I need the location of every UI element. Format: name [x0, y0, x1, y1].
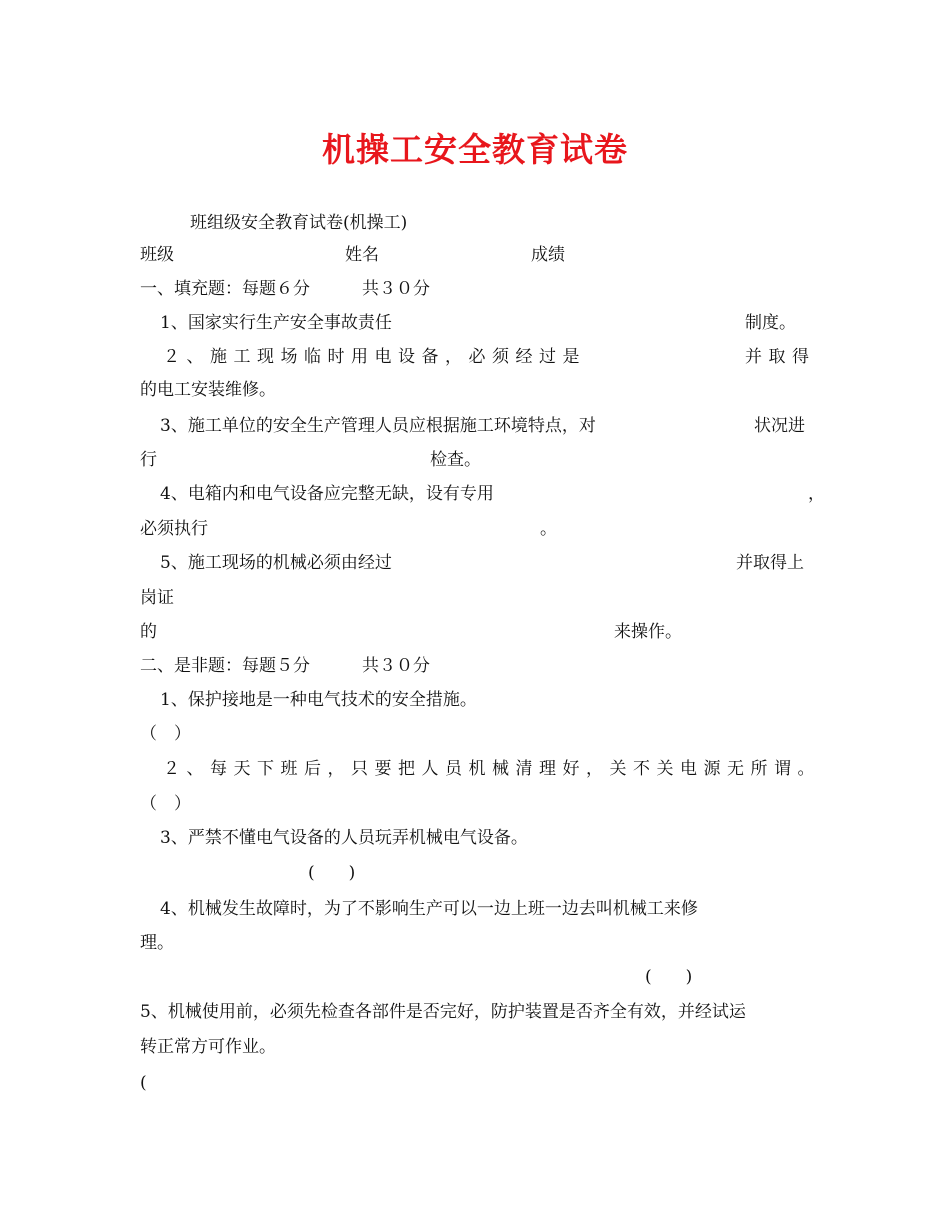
s2-q2-text: ２、每天下班后，只要把人员机械清理好，关不关电源无所谓。: [163, 759, 821, 779]
s2-q3-text: 3、严禁不懂电气设备的人员玩弄机械电气设备。: [160, 828, 528, 848]
class-label: 班级: [140, 245, 174, 265]
s1-q3-end: 状况进: [754, 416, 805, 436]
s1-q4-cont: 必须执行: [140, 519, 208, 539]
s2-q4-cont: 理。: [140, 933, 174, 953]
s1-q5-cont2: 的: [140, 622, 157, 642]
s2-q4-paren: ( ): [645, 967, 693, 987]
s1-q2-end: 并取得: [745, 347, 816, 367]
s2-q2-paren: （ ）: [140, 794, 191, 814]
s1-q2-text: ２、施工现场临时用电设备，必须经过是: [163, 347, 586, 367]
exam-subtitle: 班组级安全教育试卷(机操工): [190, 213, 408, 233]
s1-q1-end: 制度。: [745, 313, 796, 333]
s1-q1-text: 1、国家实行生产安全事故责任: [160, 313, 392, 333]
s2-q5-cont: 转正常方可作业。: [140, 1037, 276, 1057]
s1-q5-cont: 岗证: [140, 588, 174, 608]
section1-heading: 一、填充题：每题６分: [140, 279, 310, 299]
s1-q3-text: 3、施工单位的安全生产管理人员应根据施工环境特点，对: [160, 416, 596, 436]
s1-q2-cont: 的电工安装维修。: [140, 380, 276, 400]
s2-q3-paren: ( ): [308, 863, 356, 883]
s2-q4-text: 4、机械发生故障时，为了不影响生产可以一边上班一边去叫机械工来修: [160, 899, 698, 919]
section2-total: 共３０分: [362, 656, 430, 676]
s1-q4-text: 4、电箱内和电气设备应完整无缺，设有专用: [160, 484, 494, 504]
section1-total: 共３０分: [362, 279, 430, 299]
section2-heading: 二、是非题：每题５分: [140, 656, 310, 676]
s1-q3-cont: 行: [140, 450, 157, 470]
name-label: 姓名: [345, 245, 379, 265]
s2-q5-text: 5、机械使用前，必须先检查各部件是否完好，防护装置是否齐全有效，并经试运: [140, 1002, 746, 1022]
s1-q4-comma: ，: [808, 484, 825, 504]
s2-q1-text: 1、保护接地是一种电气技术的安全措施。: [160, 690, 477, 710]
s1-q5-end: 并取得上: [736, 553, 804, 573]
score-label: 成绩: [531, 245, 565, 265]
s2-q1-paren: （ ）: [140, 724, 191, 744]
s1-q5-text: 5、施工现场的机械必须由经过: [160, 553, 392, 573]
s1-q5-cont2-end: 来操作。: [614, 622, 682, 642]
s1-q4-period: 。: [540, 519, 557, 539]
page-title: 机操工安全教育试卷: [322, 130, 628, 169]
s1-q3-cont-end: 检查。: [430, 450, 481, 470]
s2-q5-paren: (: [140, 1073, 147, 1093]
